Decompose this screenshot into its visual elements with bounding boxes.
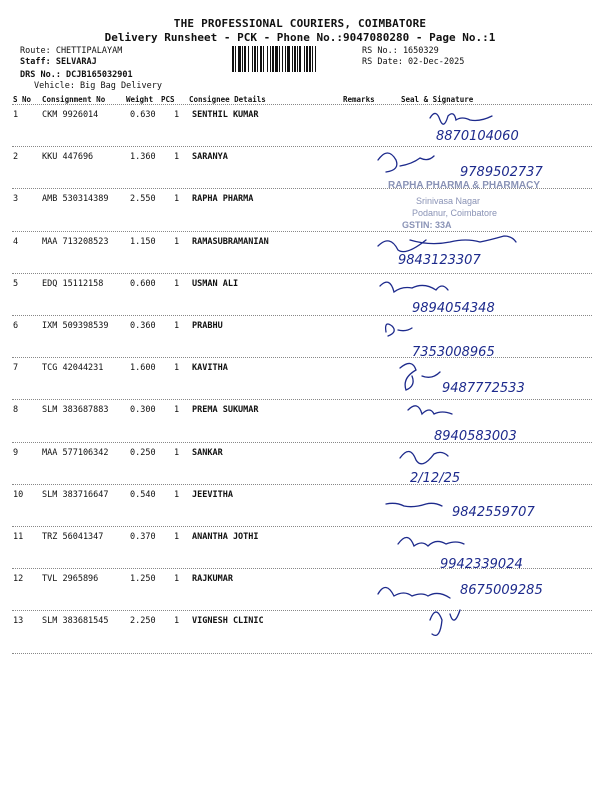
row-sno: 13 xyxy=(13,616,24,627)
row-weight: 0.370 xyxy=(130,532,156,542)
row-consignee: PREMA SUKUMAR xyxy=(192,405,259,416)
row-consignee: RAMASUBRAMANIAN xyxy=(192,236,269,247)
signature-1 xyxy=(430,113,492,124)
row-sno: 10 xyxy=(13,489,24,500)
route-label: Route: CHETTIPALAYAM xyxy=(20,46,123,56)
signature-note: 8675009285 xyxy=(460,583,543,598)
row-pcs: 1 xyxy=(174,574,180,585)
row-consignee: SENTHIL KUMAR xyxy=(192,110,259,120)
barcode-bar xyxy=(315,46,316,72)
row-consignment: SLM 383716647 xyxy=(42,489,109,500)
row-consignee: KAVITHA xyxy=(192,363,228,374)
row-pcs: 1 xyxy=(174,236,180,247)
row-consignment: SLM 383681545 xyxy=(42,616,109,627)
row-consignee: SANKAR xyxy=(192,447,223,458)
row-weight: 0.250 xyxy=(130,447,156,458)
signature-6 xyxy=(386,324,412,336)
row-sno: 3 xyxy=(13,194,19,205)
row-consignee: ANANTHA JOTHI xyxy=(192,532,259,542)
row-weight: 0.600 xyxy=(130,278,156,289)
stamp-line4: GSTIN: 33A xyxy=(402,220,452,230)
row-sno: 12 xyxy=(13,574,24,585)
row-pcs: 1 xyxy=(174,489,180,500)
barcode-bar xyxy=(304,46,305,72)
col-remarks: Remarks xyxy=(343,95,375,104)
barcode-bar xyxy=(275,46,278,72)
signature-note: 7353008965 xyxy=(412,345,495,360)
row-pcs: 1 xyxy=(174,532,180,542)
staff-label: Staff: SELVARAJ xyxy=(20,57,97,67)
signature-note: 9942339024 xyxy=(440,557,523,572)
barcode-bar xyxy=(244,46,246,72)
row-sno: 9 xyxy=(13,447,19,458)
signature-note: 9789502737 xyxy=(460,165,543,180)
row-pcs: 1 xyxy=(174,152,180,163)
signature-8 xyxy=(408,406,452,414)
row-consignee: RAPHA PHARMA xyxy=(192,194,254,205)
row-sno: 2 xyxy=(13,152,19,163)
row-pcs: 1 xyxy=(174,110,180,120)
barcode-bar xyxy=(252,46,253,72)
row-pcs: 1 xyxy=(174,616,180,627)
signature-note: 9487772533 xyxy=(442,381,525,396)
barcode-bar xyxy=(297,46,298,72)
barcode-bar xyxy=(282,46,283,72)
col-seal-signature: Seal & Signature xyxy=(401,95,474,104)
col-sno: S No xyxy=(13,95,32,104)
signature-9 xyxy=(400,451,448,463)
signature-5 xyxy=(380,282,448,292)
page-title: THE PROFESSIONAL COURIERS, COIMBATORE xyxy=(173,17,427,30)
signature-10 xyxy=(386,503,442,506)
barcode-bar xyxy=(294,46,296,72)
rs-date: RS Date: 02-Dec-2025 xyxy=(362,57,465,67)
signature-note: 8940583003 xyxy=(434,429,517,444)
row-pcs: 1 xyxy=(174,194,180,205)
stamp-line1: RAPHA PHARMA & PHARMACY xyxy=(388,180,541,191)
signature-13 xyxy=(430,610,460,635)
barcode-bar xyxy=(257,46,258,72)
row-sno: 11 xyxy=(13,532,24,542)
col-weight: Weight xyxy=(126,95,154,104)
signature-note: 9843123307 xyxy=(398,253,481,268)
row-weight: 2.250 xyxy=(130,616,156,627)
barcode-bar xyxy=(232,46,234,72)
stamp-line2: Srinivasa Nagar xyxy=(416,196,481,206)
row-pcs: 1 xyxy=(174,278,180,289)
barcode-bar xyxy=(287,46,290,72)
row-consignee: USMAN ALI xyxy=(192,278,239,289)
row-weight: 0.300 xyxy=(130,405,156,416)
row-consignment: KKU 447696 xyxy=(42,152,94,163)
row-consignment: CKM 9926014 xyxy=(42,110,99,120)
row-weight: 0.360 xyxy=(130,321,156,331)
barcode-bar xyxy=(312,46,313,72)
col-consignee: Consignee Details xyxy=(189,95,266,104)
stamp-line3: Podanur, Coimbatore xyxy=(412,208,498,218)
barcode-bar xyxy=(254,46,256,72)
signature-note: 8870104060 xyxy=(436,129,519,144)
row-weight: 1.250 xyxy=(130,574,156,585)
barcode-bar xyxy=(272,46,274,72)
signature-note: 9894054348 xyxy=(412,301,495,316)
rs-number: RS No.: 1650329 xyxy=(362,46,439,56)
row-weight: 1.600 xyxy=(130,363,156,374)
barcode-bar xyxy=(242,46,243,72)
row-consignee: VIGNESH CLINIC xyxy=(192,616,264,627)
row-weight: 1.150 xyxy=(130,236,156,247)
row-weight: 0.540 xyxy=(130,489,156,500)
row-consignee: JEEVITHA xyxy=(192,489,233,500)
barcode xyxy=(232,46,356,72)
barcode-bar xyxy=(263,46,264,72)
barcode-bar xyxy=(238,46,241,72)
row-pcs: 1 xyxy=(174,363,180,374)
signature-7 xyxy=(400,363,440,390)
barcode-bar xyxy=(267,46,268,72)
signature-note: 2/12/25 xyxy=(410,471,461,486)
row-weight: 2.550 xyxy=(130,194,156,205)
row-sno: 5 xyxy=(13,278,19,289)
row-consignment: TVL 2965896 xyxy=(42,574,99,585)
row-consignee: SARANYA xyxy=(192,152,228,163)
col-pcs: PCS xyxy=(161,95,175,104)
row-consignment: IXM 509398539 xyxy=(42,321,109,331)
row-consignment: MAA 577106342 xyxy=(42,447,109,458)
barcode-bar xyxy=(285,46,286,72)
row-consignment: SLM 383687883 xyxy=(42,405,109,416)
row-pcs: 1 xyxy=(174,447,180,458)
row-consignment: MAA 713208523 xyxy=(42,236,109,247)
row-consignment: EDQ 15112158 xyxy=(42,278,104,289)
barcode-bar xyxy=(248,46,249,72)
barcode-bar xyxy=(306,46,308,72)
vehicle-label: Vehicle: Big Bag Delivery xyxy=(34,81,162,91)
row-consignment: TRZ 56041347 xyxy=(42,532,104,542)
col-consignment: Consignment No xyxy=(42,95,106,104)
row-pcs: 1 xyxy=(174,321,180,331)
signatures-layer xyxy=(370,100,600,660)
page-subtitle: Delivery Runsheet - PCK - Phone No.:9047080280 - Page No.:1 xyxy=(104,31,496,44)
barcode-bar xyxy=(235,46,236,72)
row-pcs: 1 xyxy=(174,405,180,416)
signature-12 xyxy=(378,587,450,598)
row-weight: 0.630 xyxy=(130,110,156,120)
drs-number: DRS No.: DCJB165032901 xyxy=(20,70,133,80)
row-consignment: TCG 42044231 xyxy=(42,363,104,374)
signature-11 xyxy=(398,537,464,546)
row-sno: 1 xyxy=(13,110,19,120)
signature-note: 9842559707 xyxy=(452,505,535,520)
barcode-bar xyxy=(260,46,262,72)
row-consignee: PRABHU xyxy=(192,321,223,331)
row-sno: 6 xyxy=(13,321,19,331)
row-consignee: RAJKUMAR xyxy=(192,574,233,585)
row-sno: 7 xyxy=(13,363,19,374)
row-sno: 8 xyxy=(13,405,19,416)
barcode-bar xyxy=(270,46,271,72)
row-consignment: AMB 530314389 xyxy=(42,194,109,205)
row-sno: 4 xyxy=(13,236,19,247)
barcode-bar xyxy=(309,46,311,72)
barcode-bar xyxy=(279,46,280,72)
signature-2 xyxy=(378,153,434,172)
row-weight: 1.360 xyxy=(130,152,156,163)
barcode-bar xyxy=(299,46,301,72)
barcode-bar xyxy=(292,46,293,72)
